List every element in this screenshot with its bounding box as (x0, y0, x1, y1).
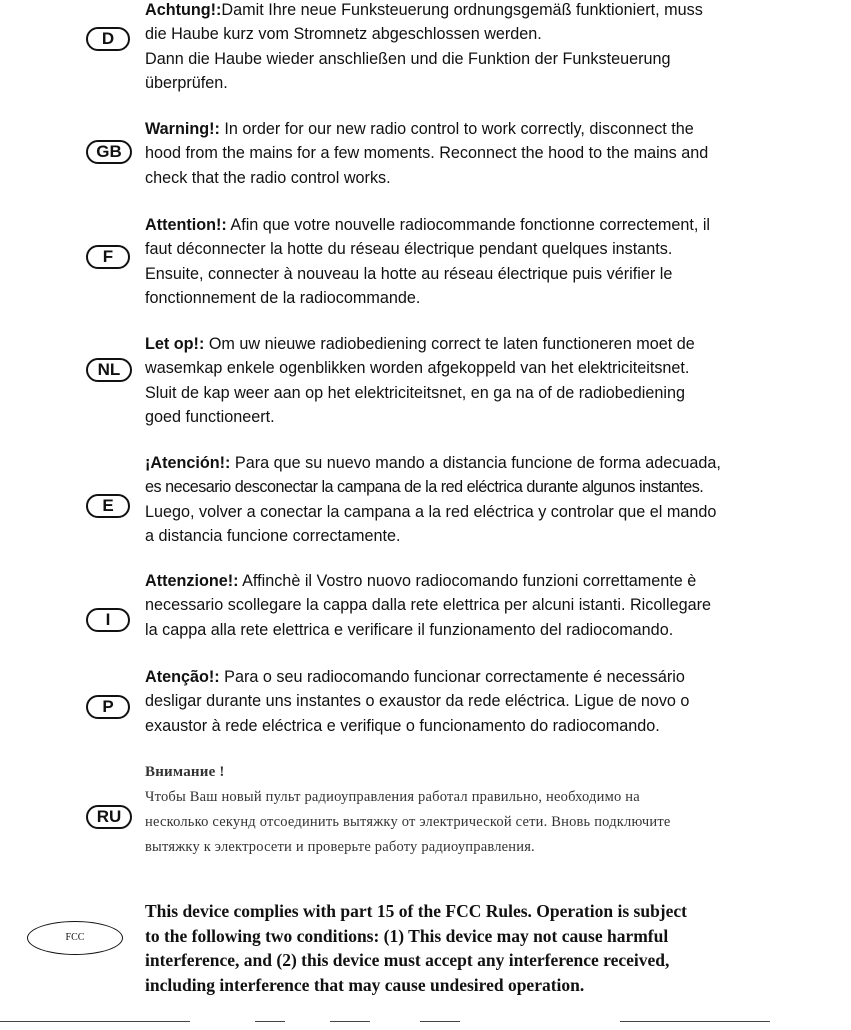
notice-text: la cappa alla rete elettrica e verificare il funzionamento del radiocomando. (145, 620, 674, 639)
notice-de (145, 0, 703, 95)
language-badge-nl: NL (86, 358, 132, 382)
fcc-text: to the following two conditions: (1) This device may not cause harmful (145, 925, 669, 946)
notice-text: die Haube kurz vom Stromnetz abgeschlossen werden. (145, 25, 542, 44)
scan-artifact-line (0, 1021, 190, 1022)
notice-text: es necesario desconectar la campana de la red eléctrica durante algunos instantes. (145, 478, 704, 497)
notice-heading: Warning!: (145, 120, 220, 138)
notice-heading: Внимание ! (145, 764, 225, 780)
language-badge-fr: F (86, 245, 130, 269)
language-badge-ru: RU (86, 805, 132, 829)
notice-pt (145, 665, 689, 738)
notice-text: Afin que votre nouvelle radiocommande fonctionne correctement, il (226, 216, 711, 234)
notice-text: fonctionnement de la radiocommande. (145, 288, 421, 307)
fcc-text: including interference that may cause undesired operation. (145, 974, 585, 995)
notice-text: Sluit de kap weer aan op het elektriciteitsnet, en ga na of de radiobediening (145, 383, 685, 402)
notice-text: goed functioneert. (145, 407, 275, 426)
notice-it (145, 569, 711, 642)
language-badge-it: I (86, 608, 130, 632)
scan-artifact-line (255, 1021, 285, 1022)
fcc-badge: FCC (27, 921, 123, 955)
notice-text: Ensuite, connecter à nouveau la hotte au réseau électrique puis vérifier le (145, 264, 673, 283)
notice-text: Dann die Haube wieder anschließen und die Funktion der Funksteuerung (145, 49, 671, 68)
notice-text: desligar durante uns instantes o exaustor da rede eléctrica. Ligue de novo o (145, 692, 690, 711)
notice-text: несколько секунд отсоединить вытяжку от электрической сети. Вновь подключите (145, 814, 671, 830)
notice-text: necessario scollegare la cappa dalla rete elettrica per alcuni istanti. Ricollegare (145, 596, 711, 615)
notice-heading: Let op!: (145, 335, 205, 353)
notice-text: In order for our new radio control to work correctly, disconnect the (219, 120, 694, 138)
notice-gb (145, 117, 708, 190)
notice-text: exaustor à rede eléctrica e verifique o funcionamento do radiocomando. (145, 716, 660, 735)
notice-text: Para que su nuevo mando a distancia funcione de forma adecuada, (230, 454, 721, 472)
notice-text: Damit Ihre neue Funksteuerung ordnungsgemäß funktioniert, muss (221, 1, 703, 19)
fcc-statement (145, 899, 687, 997)
notice-text: wasemkap enkele ogenblikken worden afgekoppeld van het elektriciteitsnet. (145, 359, 690, 378)
notice-heading: ¡Atención!: (145, 454, 231, 472)
scan-artifact-line (620, 1021, 770, 1022)
notice-text: check that the radio control works. (145, 168, 391, 187)
notice-fr (145, 213, 710, 310)
fcc-text: interference, and (2) this device must accept any interference received, (145, 950, 670, 970)
fcc-text: This device complies with part 15 of the FCC Rules. Operation is subject (145, 901, 687, 921)
notice-text: Affinchè il Vostro nuovo radiocomando funzioni correttamente è (238, 572, 697, 590)
notice-text: a distancia funcione correctamente. (145, 526, 401, 545)
scan-artifact-line (420, 1021, 460, 1022)
language-badge-gb: GB (86, 140, 132, 164)
notice-text: faut déconnecter la hotte du réseau électrique pendant quelques instants. (145, 240, 673, 259)
language-badge-es: E (86, 494, 130, 518)
notice-text: Para o seu radiocomando funcionar correctamente é necessário (219, 668, 685, 686)
notice-heading: Attenzione!: (145, 572, 239, 590)
notice-text: Om uw nieuwe radiobediening correct te laten functioneren moet de (204, 335, 695, 353)
scan-artifact-line (330, 1021, 370, 1022)
notice-heading: Atenção!: (145, 668, 220, 686)
notice-heading: Attention!: (145, 216, 227, 234)
notice-es (145, 451, 721, 548)
notice-ru (145, 760, 671, 860)
notice-text: überprüfen. (145, 73, 228, 92)
notice-nl (145, 332, 695, 429)
language-badge-pt: P (86, 695, 130, 719)
notice-heading: Achtung!: (145, 1, 222, 19)
notice-text: hood from the mains for a few moments. Reconnect the hood to the mains and (145, 144, 709, 163)
language-badge-de: D (86, 27, 130, 51)
notice-text: Чтобы Ваш новый пульт радиоуправления работал правильно, необходимо на (145, 789, 640, 805)
notice-text: Luego, volver a conectar la campana a la red eléctrica y controlar que el mando (145, 502, 717, 521)
notice-text: вытяжку к электросети и проверьте работу радиоуправления. (145, 839, 535, 855)
